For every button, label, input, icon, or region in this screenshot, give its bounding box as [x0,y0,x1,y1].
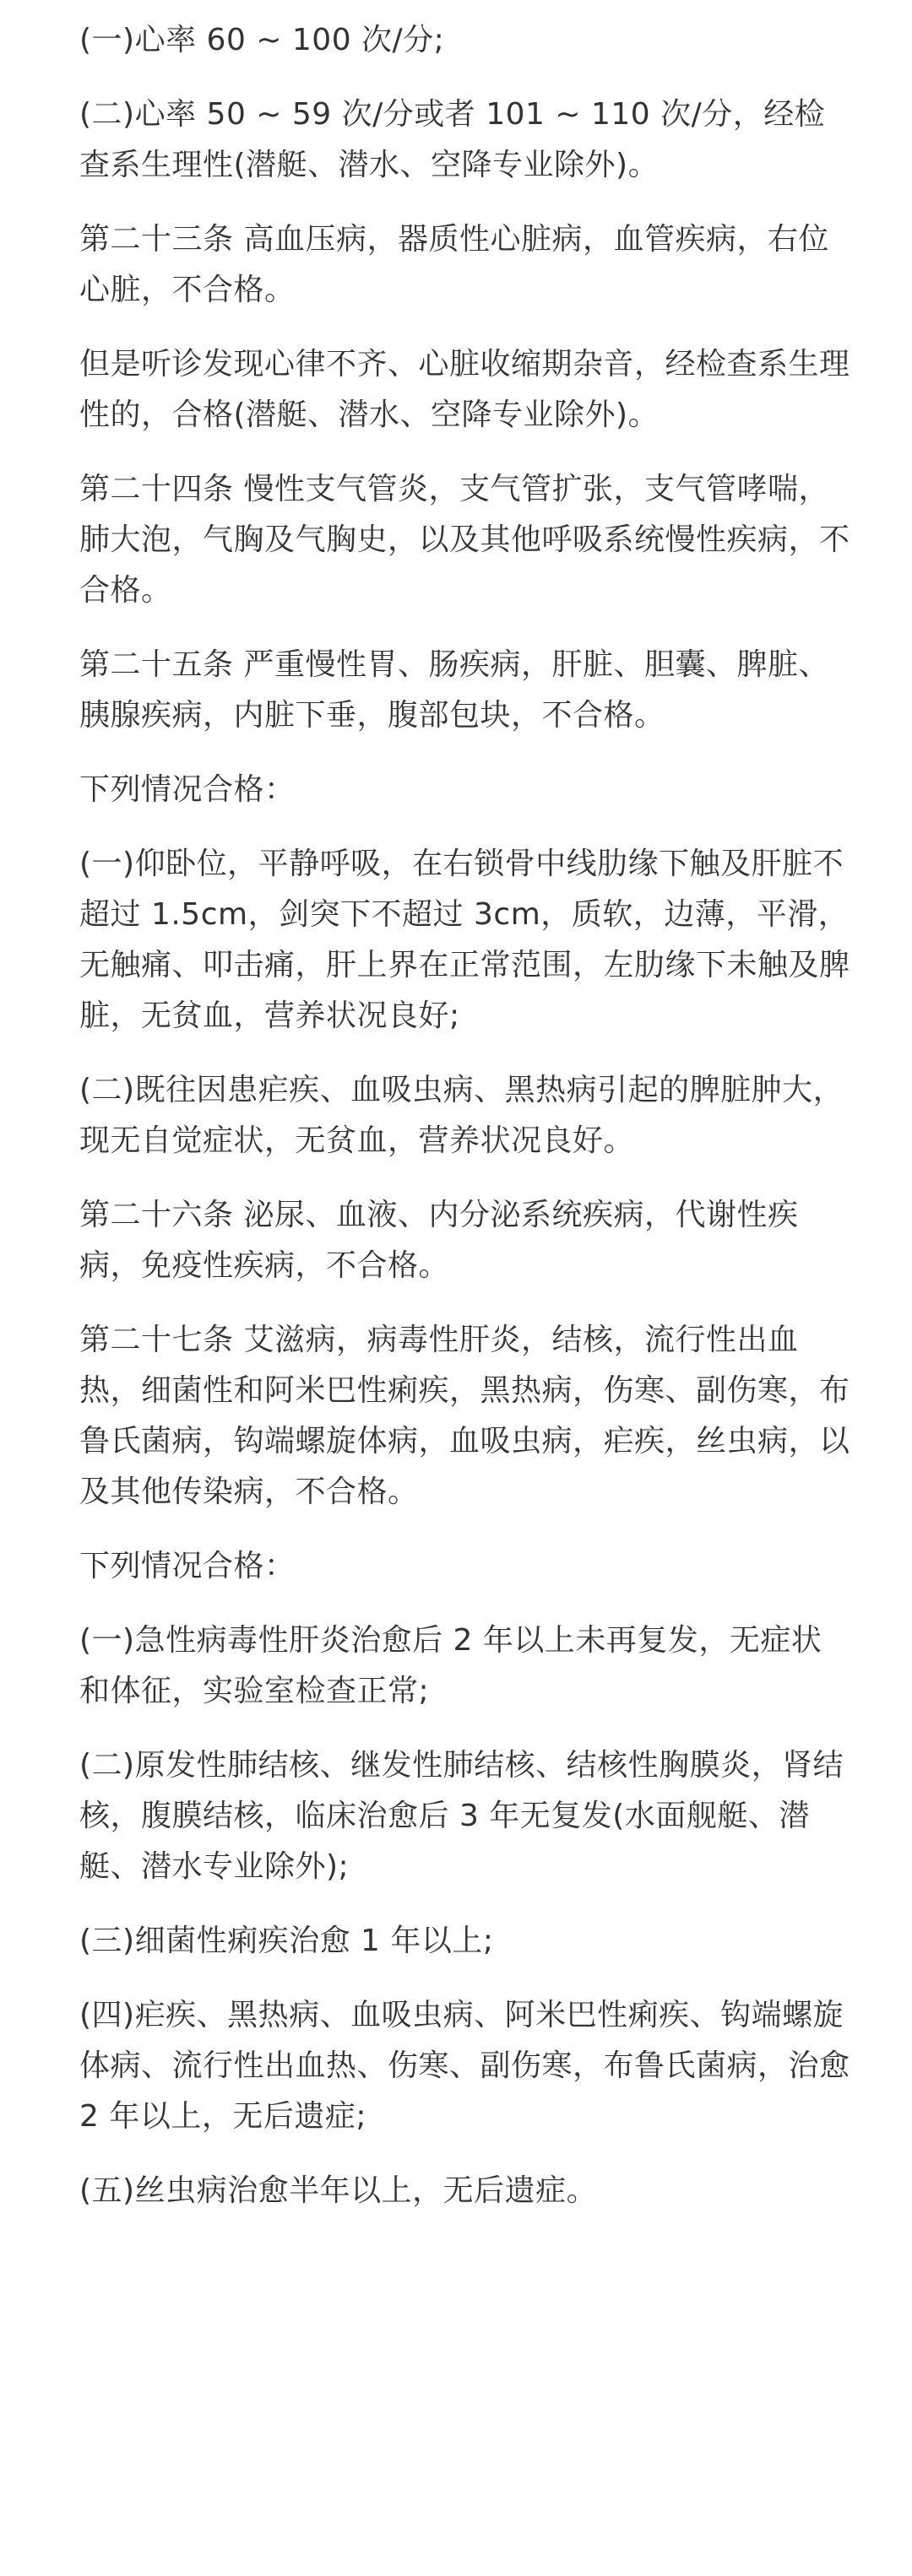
article-25-item-1: (一)仰卧位，平静呼吸，在右锁骨中线肋缘下触及肝脏不超过 1.5cm，剑突下不超过 3cm，质软，边薄，平滑，无触痛、叩击痛，肝上界在正常范围，左肋缘下未触及脾脏，无贫血，营养状况良好; [79,847,850,1033]
article-27-item-3: (三)细菌性痢疾治愈 1 年以上; [79,1924,494,1958]
qualifying-conditions-heading-2: 下列情况合格： [79,1549,296,1583]
qualifying-conditions-heading: 下列情况合格： [79,772,296,807]
article-26: 第二十六条 泌尿、血液、内分泌系统疾病，代谢性疾病，免疫性疾病，不合格。 [79,1198,799,1283]
article-25: 第二十五条 严重慢性胃、肠疾病，肝脏、胆囊、脾脏、胰腺疾病，内脏下垂，腹部包块，不合格。 [79,647,829,733]
article-27-item-2: (二)原发性肺结核、继发性肺结核、结核性胸膜炎，肾结核，腹膜结核，临床治愈后 3 年无复发(水面舰艇、潜艇、潜水专业除外); [79,1748,844,1884]
article-27-item-1: (一)急性病毒性肝炎治愈后 2 年以上未再复发，无症状和体征，实验室检查正常; [79,1623,822,1708]
heart-rate-normal-item: (一)心率 60 ~ 100 次/分; [79,23,445,57]
article-27: 第二十七条 艾滋病，病毒性肝炎，结核，流行性出血热，细菌性和阿米巴性痢疾，黑热病，伤寒、副伤寒，布鲁氏菌病，钩端螺旋体病，血吸虫病，疟疾，丝虫病，以及其他传染病，不合格。 [79,1323,850,1509]
heart-rate-physiological-item: (二)心率 50 ~ 59 次/分或者 101 ~ 110 次/分，经检查系生理性(潜艇、潜水、空降专业除外)。 [79,97,826,182]
article-25-item-2: (二)既往因患疟疾、血吸虫病、黑热病引起的脾脏肿大，现无自觉症状，无贫血，营养状况良好。 [79,1073,844,1158]
article-27-item-5: (五)丝虫病治愈半年以上，无后遗症。 [79,2173,598,2208]
article-23: 第二十三条 高血压病，器质性心脏病，血管疾病，右位心脏，不合格。 [79,222,829,307]
article-27-item-4: (四)疟疾、黑热病、血吸虫病、阿米巴性痢疾、钩端螺旋体病、流行性出血热、伤寒、副伤寒，布鲁氏菌病，治愈 2 年以上，无后遗症; [79,1998,850,2134]
article-24: 第二十四条 慢性支气管炎，支气管扩张，支气管哮喘，肺大泡，气胸及气胸史，以及其他呼吸系统慢性疾病，不合格。 [79,472,850,608]
article-23-exception: 但是听诊发现心律不齐、心脏收缩期杂音，经检查系生理性的，合格(潜艇、潜水、空降专业除外)。 [79,347,850,432]
